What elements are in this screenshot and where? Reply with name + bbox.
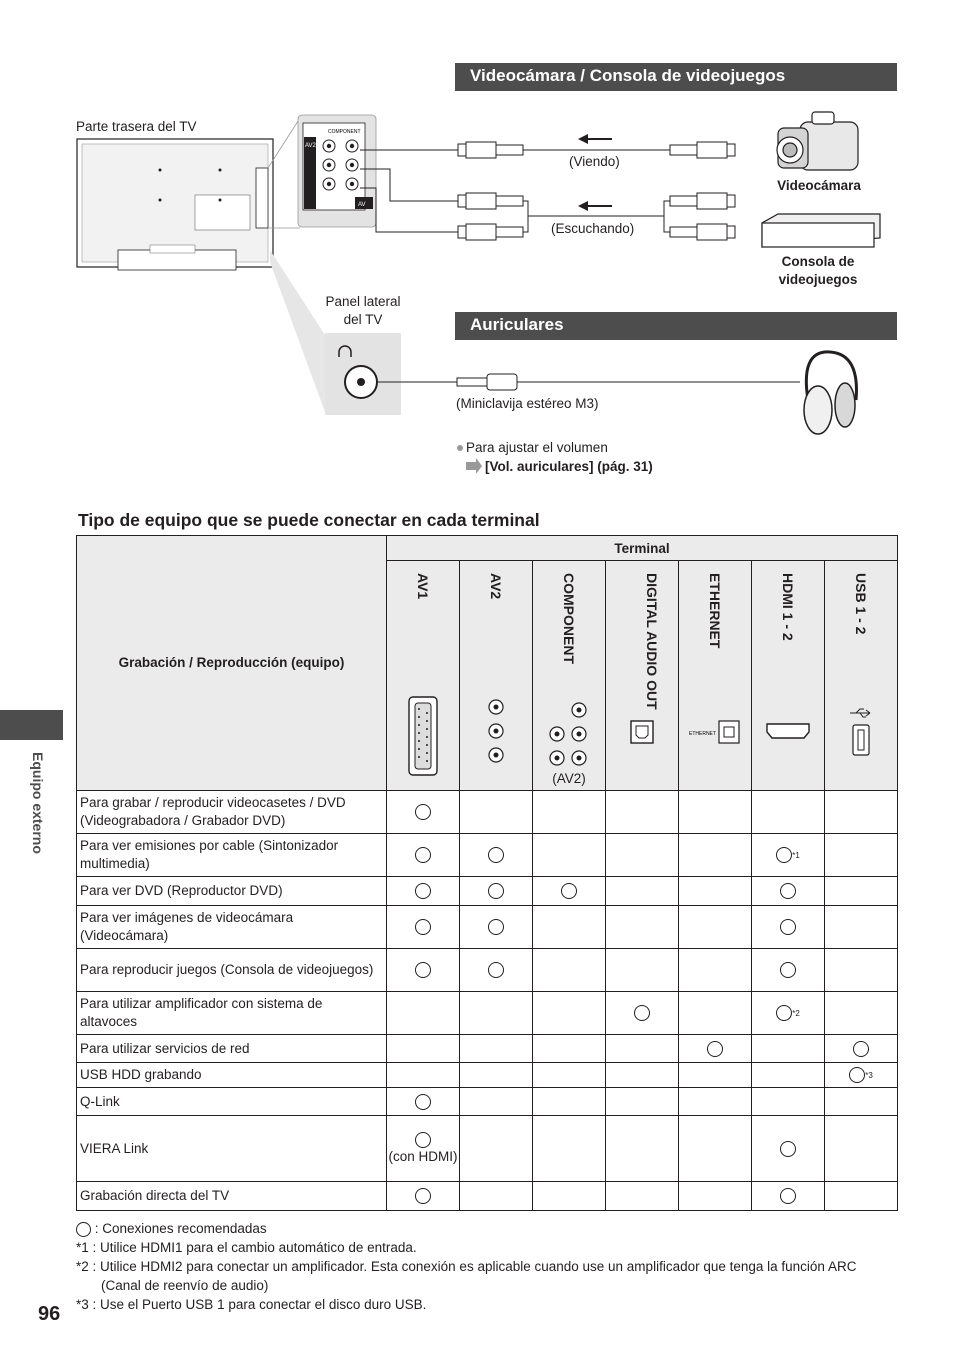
table-cell (387, 992, 460, 1035)
table-cell (606, 949, 679, 992)
table-cell (387, 834, 460, 877)
table-cell (606, 1088, 679, 1116)
av2-jack-panel (298, 115, 376, 227)
table-cell (752, 1182, 825, 1211)
table-cell (460, 949, 533, 992)
recommended-circle-icon (415, 883, 431, 899)
av2-jack-label: AV2 (305, 143, 316, 149)
volume-reference: [Vol. auriculares] (pág. 31) (485, 459, 653, 474)
camcorder-illustration (777, 112, 858, 170)
table-cell (825, 1116, 898, 1182)
viewing-label: (Viendo) (569, 154, 620, 169)
recommended-circle-icon (776, 1005, 792, 1021)
table-cell (679, 877, 752, 906)
table-cell (460, 1088, 533, 1116)
recommended-circle-icon (415, 1132, 431, 1148)
table-cell (533, 834, 606, 877)
table-row (77, 877, 898, 906)
usb-port-icon (846, 705, 876, 757)
circle-legend-icon (76, 1222, 91, 1237)
recommended-circle-icon (776, 847, 792, 863)
table-cell (752, 1063, 825, 1088)
volume-note: Para ajustar el volumen (466, 440, 608, 455)
table-cell (752, 1035, 825, 1063)
col-ethernet-label: ETHERNET (707, 573, 723, 649)
table-cell (533, 1035, 606, 1063)
table-cell (679, 834, 752, 877)
row-header: Grabación / Reproducción (equipo) (118, 655, 345, 670)
row-label: Para utilizar amplificador con sistema de altavoces (77, 992, 387, 1035)
table-cell (825, 1182, 898, 1211)
table-cell (460, 1182, 533, 1211)
col-av2-label: AV2 (488, 573, 504, 600)
rca-plugs-left (458, 142, 523, 240)
table-cell (825, 949, 898, 992)
table-cell (533, 949, 606, 992)
table-cell (460, 791, 533, 834)
col-av1-label: AV1 (415, 573, 431, 600)
table-row (77, 791, 898, 834)
table-cell (679, 1182, 752, 1211)
table-cell (460, 906, 533, 949)
table-cell (825, 791, 898, 834)
side-panel-label: Panel lateral del TV (325, 294, 401, 327)
rca-plugs-right (670, 142, 735, 240)
table-cell (825, 906, 898, 949)
row-label: Para ver imágenes de videocámara (Videocámara) (77, 906, 387, 949)
table-cell (387, 791, 460, 834)
table-row (77, 1116, 898, 1182)
table-cell (387, 1116, 460, 1182)
table-cell (460, 1063, 533, 1088)
table-cell (533, 791, 606, 834)
table-cell (825, 992, 898, 1035)
table-cell (606, 992, 679, 1035)
recommended-circle-icon (780, 1188, 796, 1204)
table-cell (387, 1035, 460, 1063)
table-cell (460, 1116, 533, 1182)
table-cell (825, 1063, 898, 1088)
table-cell (606, 791, 679, 834)
table-cell (752, 992, 825, 1035)
table-cell (752, 906, 825, 949)
recommended-circle-icon (415, 1094, 431, 1110)
recommended-circle-icon (780, 1141, 796, 1157)
table-row (77, 834, 898, 877)
hdmi-port-icon (765, 721, 811, 741)
recommended-circle-icon (853, 1041, 869, 1057)
table-row (77, 906, 898, 949)
table-cell (533, 1088, 606, 1116)
recommended-circle-icon (849, 1067, 865, 1083)
table-cell (752, 1116, 825, 1182)
table-cell (752, 1088, 825, 1116)
table-cell (679, 992, 752, 1035)
table-cell (387, 877, 460, 906)
recommended-circle-icon (415, 804, 431, 820)
ethernet-port-icon (689, 717, 741, 745)
side-panel-illustration (325, 333, 401, 415)
recommended-circle-icon (780, 962, 796, 978)
game-console-illustration (762, 214, 880, 247)
col-component (533, 561, 606, 791)
recommended-circle-icon (780, 919, 796, 935)
table-row (77, 992, 898, 1035)
footnote-marker: *3 (865, 1070, 873, 1080)
footnote-marker: *1 (792, 850, 800, 860)
terminal-table (76, 535, 898, 1211)
recommended-circle-icon (415, 1188, 431, 1204)
footnote-2: *2 : Utilice HDMI2 para conectar un amplificador. Esta conexión es aplicable cuando use un amplificador que tenga la función ARC (Canal de reenvío de audio) (76, 1259, 857, 1293)
table-cell (533, 906, 606, 949)
sidebar-tab (0, 710, 63, 740)
table-cell (387, 1063, 460, 1088)
table-cell (679, 791, 752, 834)
av-jack-label: AV (358, 202, 366, 208)
col-usb-label: USB 1 - 2 (853, 573, 869, 635)
sidebar-label: Equipo externo (30, 752, 46, 854)
table-cell (387, 1182, 460, 1211)
col-av1 (387, 561, 460, 791)
table-row (77, 1035, 898, 1063)
recommended-circle-icon (415, 847, 431, 863)
miniplug-label: (Miniclavija estéreo M3) (456, 396, 599, 411)
table-cell (606, 1182, 679, 1211)
footnotes (76, 1219, 896, 1314)
legend-line (76, 1219, 896, 1238)
table-cell (679, 1035, 752, 1063)
footnote-3: *3 : Use el Puerto USB 1 para conectar el disco duro USB. (76, 1297, 427, 1312)
row-label: Q-Link (77, 1088, 387, 1116)
col-hdmi-label: HDMI 1 - 2 (780, 573, 796, 641)
miniplug-cable (377, 374, 800, 390)
recommended-circle-icon (415, 919, 431, 935)
table-cell (752, 877, 825, 906)
table-cell (606, 877, 679, 906)
table-cell (679, 949, 752, 992)
row-label: Para grabar / reproducir videocasetes / DVD (Videograbadora / Grabador DVD) (77, 791, 387, 834)
table-cell (606, 906, 679, 949)
ethernet-icon-text: ETHERNET (689, 731, 716, 737)
rca-jacks-icon (486, 695, 506, 767)
table-cell (679, 1063, 752, 1088)
col-digital-audio-out (606, 561, 679, 791)
component-jacks-icon (545, 700, 593, 768)
headphones-illustration (804, 352, 856, 434)
table-row (77, 1063, 898, 1088)
console-label: Consola de videojuegos (778, 254, 858, 287)
table-cell (460, 834, 533, 877)
recommended-circle-icon (780, 883, 796, 899)
row-label: Para ver DVD (Reproductor DVD) (77, 877, 387, 906)
table-body (77, 791, 898, 1211)
table-cell (533, 1182, 606, 1211)
table-cell (825, 1088, 898, 1116)
camcorder-label: Videocámara (777, 178, 861, 193)
col-digital-audio-out-label: DIGITAL AUDIO OUT (644, 573, 660, 710)
component-jack-label: COMPONENT (328, 129, 361, 135)
table-cell (460, 992, 533, 1035)
col-hdmi (752, 561, 825, 791)
footnote-1: *1 : Utilice HDMI1 para el cambio automático de entrada. (76, 1240, 417, 1255)
table-cell (606, 1063, 679, 1088)
table-cell (533, 1116, 606, 1182)
table-cell (606, 1035, 679, 1063)
table-cell (460, 877, 533, 906)
terminal-header: Terminal (387, 536, 898, 561)
table-row (77, 1182, 898, 1211)
connection-diagram (0, 0, 954, 500)
recommended-circle-icon (415, 962, 431, 978)
table-cell (679, 1116, 752, 1182)
table-cell (606, 834, 679, 877)
table-cell (825, 1035, 898, 1063)
row-label: Para utilizar servicios de red (77, 1035, 387, 1063)
table-cell (387, 949, 460, 992)
tv-back-label: Parte trasera del TV (76, 119, 197, 134)
row-label: Grabación directa del TV (77, 1182, 387, 1211)
scart-icon (407, 695, 439, 777)
recommended-circle-icon (561, 883, 577, 899)
table-cell (460, 1035, 533, 1063)
table-cell (752, 834, 825, 877)
cell-note: (con HDMI) (388, 1148, 458, 1164)
col-usb (825, 561, 898, 791)
row-label: USB HDD grabando (77, 1063, 387, 1088)
col-av2 (460, 561, 533, 791)
footnote-marker: *2 (792, 1008, 800, 1018)
direction-arrows (578, 134, 612, 211)
table-cell (679, 906, 752, 949)
recommended-circle-icon (488, 919, 504, 935)
table-cell (606, 1116, 679, 1182)
recommended-circle-icon (488, 847, 504, 863)
col-component-label: COMPONENT (561, 573, 577, 664)
table-cell (679, 1088, 752, 1116)
table-cell (533, 877, 606, 906)
row-label: VIERA Link (77, 1116, 387, 1182)
optical-port-icon (629, 719, 655, 745)
page-number: 96 (38, 1303, 61, 1325)
recommended-circle-icon (707, 1041, 723, 1057)
table-cell (387, 906, 460, 949)
col-ethernet (679, 561, 752, 791)
table-section-title: Tipo de equipo que se puede conectar en cada terminal (78, 510, 540, 530)
table-cell (752, 949, 825, 992)
listening-label: (Escuchando) (551, 221, 635, 236)
row-label: Para reproducir juegos (Consola de videojuegos) (77, 949, 387, 992)
table-cell (825, 877, 898, 906)
table-row (77, 1088, 898, 1116)
recommended-circle-icon (634, 1005, 650, 1021)
table-cell (752, 791, 825, 834)
videocamara-consola-header: Videocámara / Consola de videojuegos (455, 63, 897, 91)
tv-back-illustration (77, 139, 273, 270)
row-header-cell (77, 536, 387, 791)
legend-text: : Conexiones recomendadas (94, 1221, 267, 1236)
recommended-circle-icon (488, 883, 504, 899)
table-cell (533, 992, 606, 1035)
auriculares-header: Auriculares (455, 312, 897, 340)
table-cell (825, 834, 898, 877)
recommended-circle-icon (488, 962, 504, 978)
table-row (77, 949, 898, 992)
component-note: (AV2) (552, 771, 586, 786)
table-cell (533, 1063, 606, 1088)
table-cell (387, 1088, 460, 1116)
row-label: Para ver emisiones por cable (Sintonizador multimedia) (77, 834, 387, 877)
